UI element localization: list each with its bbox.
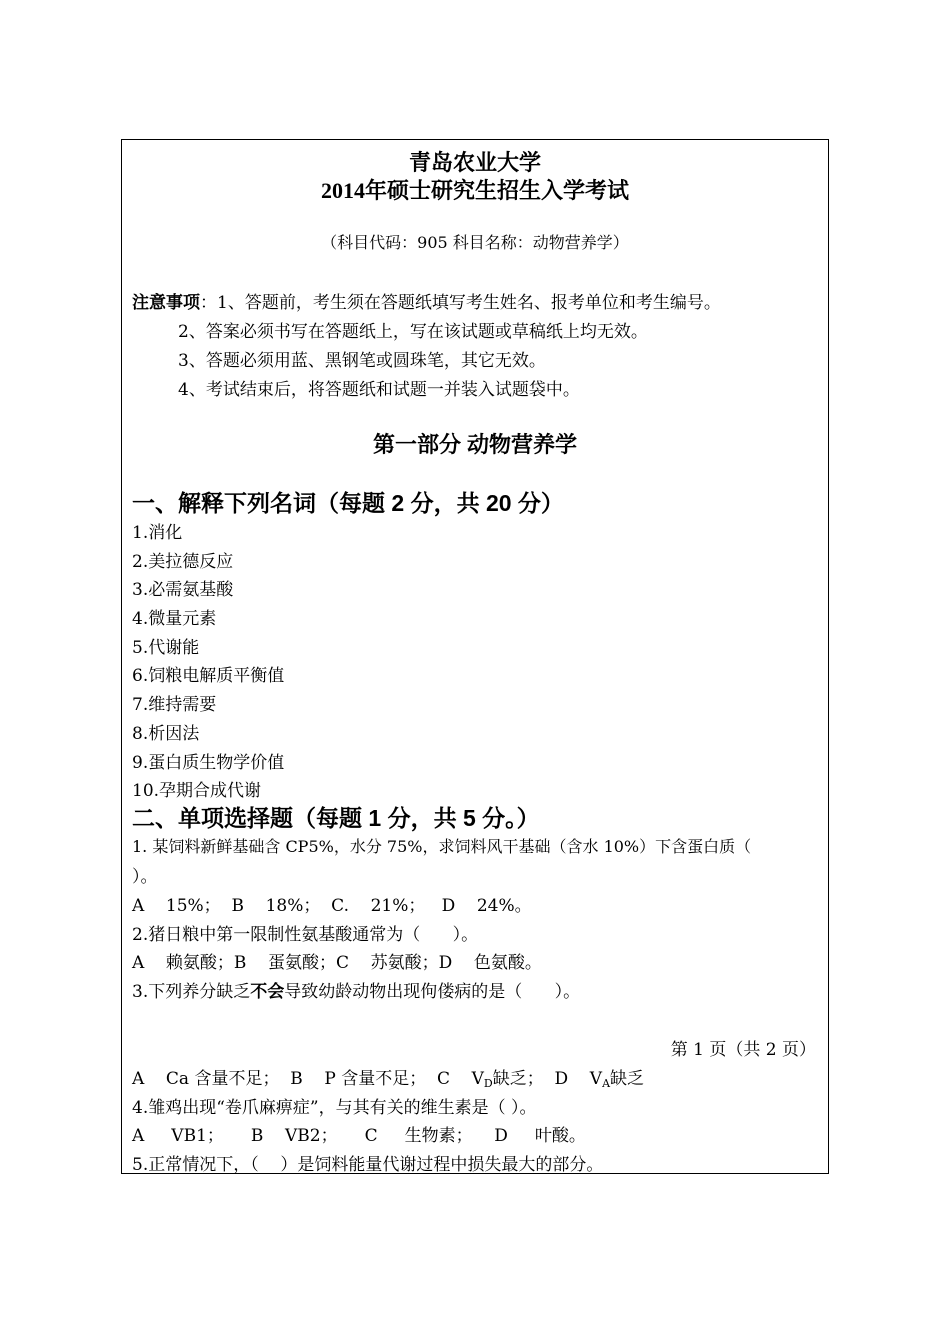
subscript-d: D: [483, 1077, 493, 1090]
exam-title: 2014年硕士研究生招生入学考试: [320, 178, 629, 203]
exam-paper-frame: [121, 139, 829, 1174]
term-item: 2.美拉德反应: [132, 552, 234, 572]
notice-item-4: 4、考试结束后，将答题纸和试题一并装入试题袋中。: [178, 380, 580, 400]
notice-line-1: [132, 288, 721, 313]
term-item: 4.微量元素: [132, 609, 217, 629]
notice-item-2: 2、答案必须书写在答题纸上，写在该试题或草稿纸上均无效。: [178, 322, 648, 342]
subscript-a: A: [602, 1077, 611, 1090]
question-4-options: A VB1； B VB2； C 生物素； D 叶酸。: [132, 1126, 586, 1146]
question-2: 2.猪日粮中第一限制性氨基酸通常为（ ）。: [132, 925, 479, 945]
question-4: 4.雏鸡出现“卷爪麻痹症”，与其有关的维生素是（ ）。: [132, 1098, 537, 1118]
page-footer: 第 1 页（共 2 页）: [670, 1040, 816, 1060]
term-item: 8.析因法: [132, 724, 200, 744]
q3-options-part-a: A Ca 含量不足； B P 含量不足； C V: [132, 1069, 484, 1089]
question-3-emphasis: 不会: [250, 982, 285, 1001]
question-3: [132, 977, 580, 1002]
question-3-options: [132, 1064, 644, 1090]
question-2-options: A 赖氨酸；B 蛋氨酸；C 苏氨酸；D 色氨酸。: [132, 953, 542, 973]
term-item: 3.必需氨基酸: [132, 580, 234, 600]
section-1-heading: 一、解释下列名词（每题 2 分，共 20 分）: [132, 490, 564, 516]
question-1: 1. 某饲料新鲜基础含 CP5%，水分 75%，求饲料风干基础（含水 10%）下含蛋白质（: [132, 837, 752, 856]
question-5: 5.正常情况下，（ ）是饲料能量代谢过程中损失最大的部分。: [132, 1155, 604, 1175]
term-item: 10.孕期合成代谢: [132, 781, 262, 801]
question-1-end: ）。: [132, 867, 158, 887]
term-item: 9.蛋白质生物学价值: [132, 753, 285, 773]
notice-item-3: 3、答题必须用蓝、黑钢笔或圆珠笔，其它无效。: [178, 351, 546, 371]
term-item: 6.饲粮电解质平衡值: [132, 666, 285, 686]
subject-line: （科目代码：905 科目名称：动物营养学）: [321, 233, 629, 252]
notice-label: 注意事项: [132, 293, 200, 313]
term-item: 5.代谢能: [132, 638, 200, 658]
notice-item-1: ：1、答题前，考生须在答题纸填写考生姓名、报考单位和考生编号。: [200, 293, 721, 313]
q3-options-part-b: 缺乏； D V: [492, 1069, 603, 1089]
section-2-heading: 二、单项选择题（每题 1 分，共 5 分。）: [132, 805, 540, 831]
part-title: 第一部分 动物营养学: [372, 432, 578, 457]
term-item: 1.消化: [132, 523, 183, 543]
question-3-post: 导致幼龄动物出现佝偻病的是（ ）。: [284, 982, 581, 1002]
university-title: 青岛农业大学: [408, 150, 541, 175]
question-1-options: A 15%； B 18%； C. 21%； D 24%。: [132, 896, 532, 916]
question-3-pre: 3.下列养分缺乏: [132, 982, 251, 1002]
term-item: 7.维持需要: [132, 695, 217, 715]
q3-options-part-c: 缺乏: [610, 1069, 645, 1089]
